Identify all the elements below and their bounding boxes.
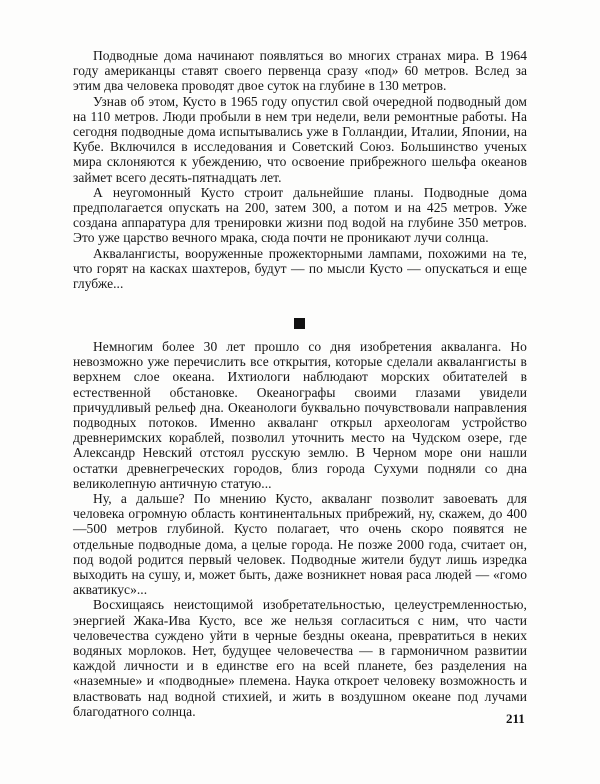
section-divider-square (294, 318, 305, 329)
paragraph: Аквалангисты, вооруженные прожекторными лампами, похожими на те, что горят на касках шахтеров, будут — по мысли Кусто — опускаться и еще глубже... (73, 245, 527, 292)
page-number: 211 (506, 711, 525, 726)
paragraph: Подводные дома начинают появляться во многих странах мира. В 1964 году американцы ставят своего первенца сразу «под» 60 метров. Вслед за этим два человека проводят двое суток на глубине в 130 метров. (73, 48, 527, 94)
paragraph: Восхищаясь неистощимой изобретательностью, целеустремленностью, энергией Жака-Ива Кусто, все же нельзя согласиться с ним, что части человечества суждено уйти в черные бездны океана, превратиться в неких водяных морлоков. Нет, будущее человечества — в гармоничном развитии каждой личности и в единстве его на всей планете, без разделения на «наземные» и «подводные» племена. Наука откроет человеку возможность и властвовать над водной стихией, и жить в воздушном океане под лучами благодатного солнца. (73, 597, 527, 719)
text-section-top (73, 48, 527, 291)
paragraph: Узнав об этом, Кусто в 1965 году опустил свой очередной подводный дом на 110 метров. Люди пробыли в нем три недели, вели ремонтные работы. На сегодня подводные дома испытывались уже в Голландии, Италии, Японии, на Кубе. Включился в исследования и Советский Союз. Большинство ученых мира склоняются к убеждению, что освоение прибрежного шельфа океанов займет всего десять-пятнадцать лет. (73, 93, 527, 185)
paragraph: А неугомонный Кусто строит дальнейшие планы. Подводные дома предполагается опускать на 200, затем 300, а потом и на 425 метров. Уже создана аппаратура для тренировки жизни под водой на глубине 350 метров. Это уже царство вечного мрака, сюда почти не проникают лучи солнца. (73, 184, 527, 246)
paragraph: Немногим более 30 лет прошло со дня изобретения акваланга. Но невозможно уже перечислить все открытия, которые сделали аквалангисты в верхнем слое океана. Ихтиологи наблюдают морских обитателей в естественной обстановке. Океанографы своими глазами увидели причудливый рельеф дна. Океанологи буквально почувствовали направления подводных потоков. Именно акваланг открыл археологам устройство древнеримских кораблей, позволил уточнить место на Чудском озере, где Александр Невский отстоял русскую землю. В Черном море они нашли остатки древнегреческих городов, близ города Сухуми подняли со дна великолепную античную статую... (73, 339, 527, 491)
text-section-bottom (73, 339, 527, 719)
paragraph: Ну, а дальше? По мнению Кусто, акваланг позволит завоевать для человека огромную область континентальных прибрежий, ну, скажем, до 400—500 метров глубиной. Кусто полагает, что очень скоро появятся не отдельные подводные дома, а целые города. Не позже 2000 года, считает он, под водой родится первый человек. Подводные жители будут лишь изредка выходить на сушу, и, может быть, даже возникнет новая раса людей — «гомо акватикус»... (73, 491, 527, 598)
